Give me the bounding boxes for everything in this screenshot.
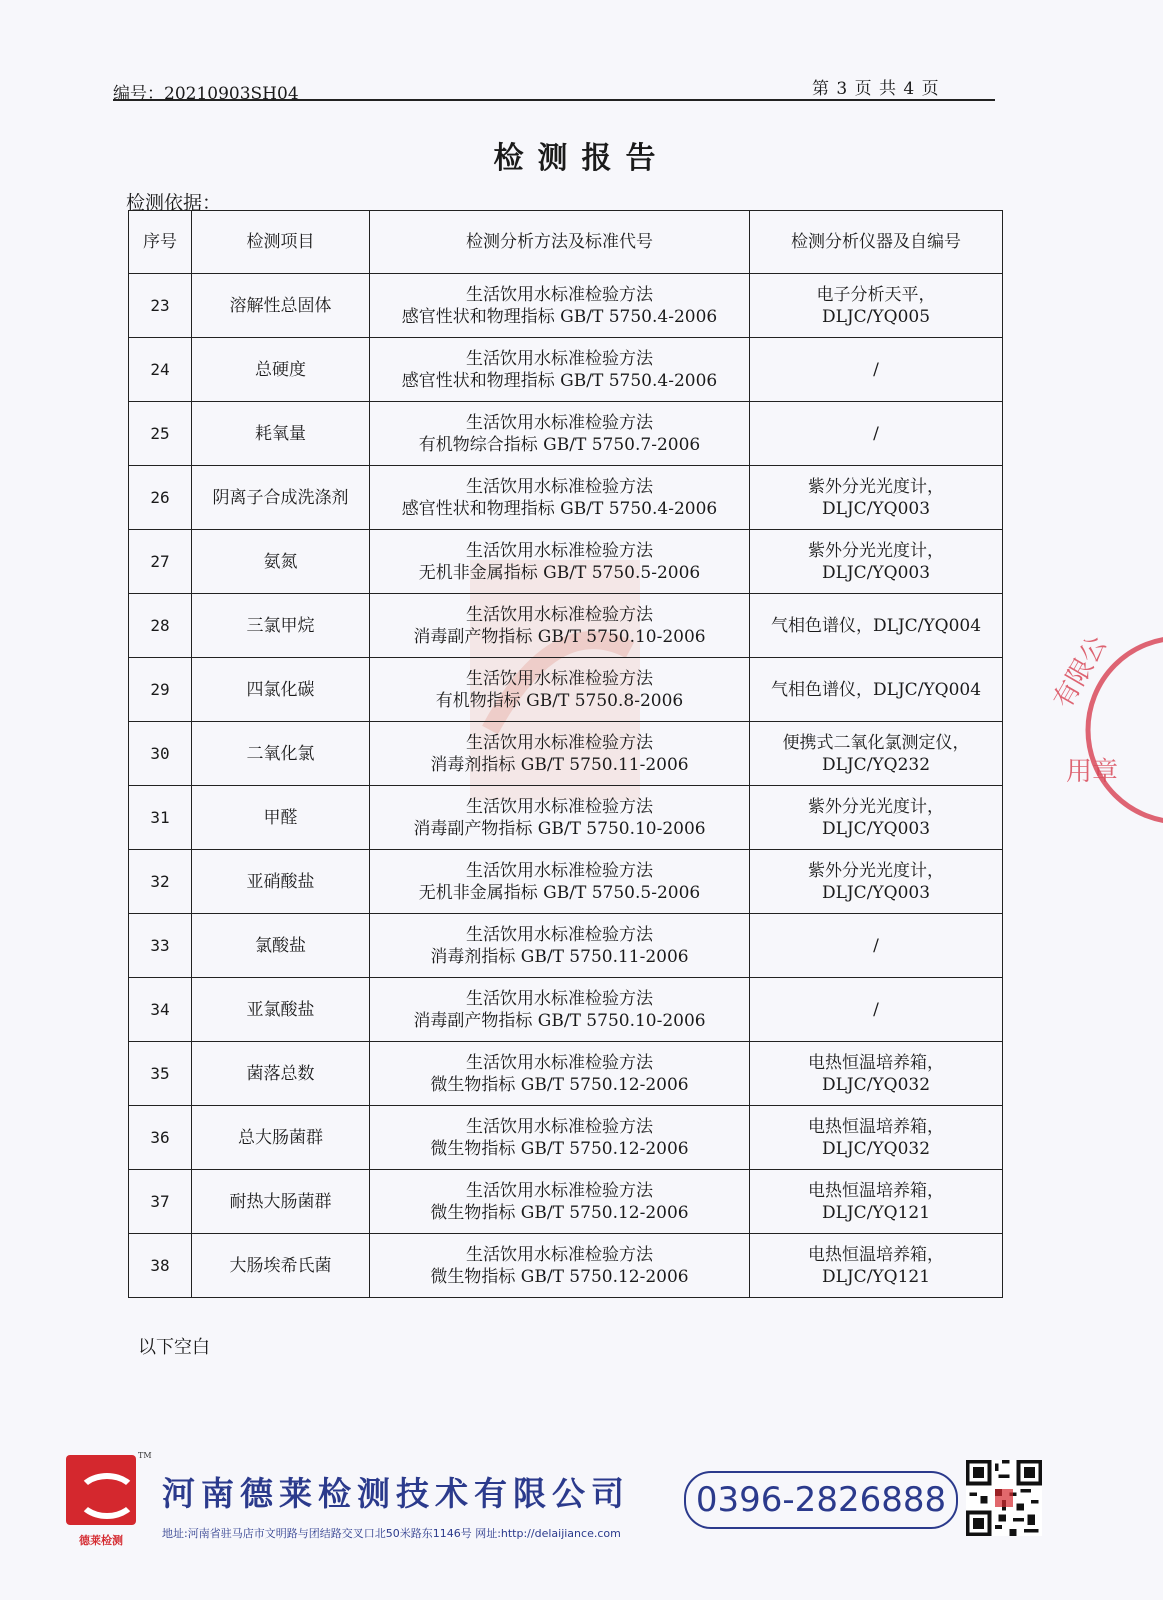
method-line-1: 生活饮用水标准检验方法	[466, 540, 653, 561]
trademark-mark: TM	[138, 1451, 152, 1460]
test-item: 氯酸盐	[192, 914, 370, 978]
method-line-2: 微生物指标 GB/T 5750.12-2006	[430, 1074, 689, 1095]
test-method	[370, 274, 750, 338]
table-row	[129, 1170, 1003, 1234]
table-row	[129, 786, 1003, 850]
logo-mark	[66, 1455, 136, 1525]
row-number: 27	[129, 530, 192, 594]
table-row	[129, 594, 1003, 658]
row-number: 23	[129, 274, 192, 338]
test-instrument	[750, 786, 1003, 850]
test-item: 耗氧量	[192, 402, 370, 466]
method-line-1: 生活饮用水标准检验方法	[466, 1180, 653, 1201]
test-instrument	[750, 530, 1003, 594]
row-number: 25	[129, 402, 192, 466]
instrument-line-1: 电热恒温培养箱，	[808, 1180, 944, 1201]
row-number: 26	[129, 466, 192, 530]
test-item: 氨氮	[192, 530, 370, 594]
column-header: 检测项目	[192, 211, 370, 274]
instrument-line-1: /	[873, 359, 879, 380]
logo-caption: 德莱检测	[79, 1534, 123, 1547]
method-line-2: 有机物指标 GB/T 5750.8-2006	[435, 690, 684, 711]
test-method	[370, 722, 750, 786]
instrument-line-1: /	[873, 999, 879, 1020]
test-item: 四氯化碳	[192, 658, 370, 722]
test-method	[370, 1106, 750, 1170]
test-method	[370, 786, 750, 850]
column-header: 序号	[129, 211, 192, 274]
row-number: 32	[129, 850, 192, 914]
page-title: 检测报告	[493, 141, 670, 176]
test-item: 三氯甲烷	[192, 594, 370, 658]
table-row	[129, 722, 1003, 786]
header-rule	[113, 99, 995, 101]
method-line-2: 无机非金属指标 GB/T 5750.5-2006	[418, 882, 701, 903]
method-line-1: 生活饮用水标准检验方法	[466, 476, 653, 497]
test-item: 大肠埃希氏菌	[192, 1234, 370, 1298]
test-method	[370, 1170, 750, 1234]
table-row	[129, 1234, 1003, 1298]
instrument-line-2: DLJC/YQ032	[821, 1074, 931, 1095]
instrument-line-2: DLJC/YQ121	[821, 1202, 931, 1223]
method-line-2: 微生物指标 GB/T 5750.12-2006	[430, 1202, 689, 1223]
row-number: 29	[129, 658, 192, 722]
instrument-line-1: /	[873, 935, 879, 956]
method-line-2: 消毒剂指标 GB/T 5750.11-2006	[430, 946, 689, 967]
instrument-line-1: 便携式二氧化氯测定仪，	[782, 732, 970, 753]
row-number: 30	[129, 722, 192, 786]
test-item: 溶解性总固体	[192, 274, 370, 338]
basis-label: 检测依据：	[126, 192, 222, 214]
table-row	[129, 658, 1003, 722]
table-row	[129, 1106, 1003, 1170]
column-header: 检测分析方法及标准代号	[370, 211, 750, 274]
test-instrument	[750, 850, 1003, 914]
instrument-line-2: DLJC/YQ121	[821, 1266, 931, 1287]
test-instrument	[750, 722, 1003, 786]
row-number: 31	[129, 786, 192, 850]
instrument-line-1: 电热恒温培养箱，	[808, 1052, 944, 1073]
instrument-line-1: 紫外分光光度计，	[808, 860, 944, 881]
test-instrument	[750, 914, 1003, 978]
test-instrument	[750, 978, 1003, 1042]
instrument-line-1: 紫外分光光度计，	[808, 796, 944, 817]
column-header: 检测分析仪器及自编号	[750, 211, 1003, 274]
row-number: 28	[129, 594, 192, 658]
method-line-2: 感官性状和物理指标 GB/T 5750.4-2006	[401, 498, 718, 519]
test-item: 耐热大肠菌群	[192, 1170, 370, 1234]
method-line-2: 消毒副产物指标 GB/T 5750.10-2006	[413, 818, 706, 839]
method-line-1: 生活饮用水标准检验方法	[466, 796, 653, 817]
method-line-2: 消毒副产物指标 GB/T 5750.10-2006	[413, 1010, 706, 1031]
row-number: 36	[129, 1106, 192, 1170]
method-line-2: 消毒副产物指标 GB/T 5750.10-2006	[413, 626, 706, 647]
test-method	[370, 466, 750, 530]
svg-text:有限公: 有限公	[1048, 630, 1114, 714]
company-phone: 0396-2826888	[684, 1471, 958, 1529]
test-instrument	[750, 1106, 1003, 1170]
instrument-line-2: DLJC/YQ003	[821, 562, 931, 583]
svg-text:用章: 用章	[1066, 757, 1119, 787]
method-line-2: 微生物指标 GB/T 5750.12-2006	[430, 1266, 689, 1287]
report-number: 编号：20210903SH04	[113, 84, 299, 104]
test-instrument	[750, 658, 1003, 722]
test-instrument	[750, 274, 1003, 338]
company-address: 地址:河南省驻马店市文明路与团结路交叉口北50米路东1146号 网址:http://delaijiance.com	[162, 1527, 621, 1540]
method-line-1: 生活饮用水标准检验方法	[466, 924, 653, 945]
row-number: 34	[129, 978, 192, 1042]
table-header-row	[129, 211, 1003, 274]
table-row	[129, 274, 1003, 338]
row-number: 33	[129, 914, 192, 978]
row-number: 24	[129, 338, 192, 402]
table-row	[129, 338, 1003, 402]
instrument-line-2: DLJC/YQ232	[821, 754, 931, 775]
method-line-2: 感官性状和物理指标 GB/T 5750.4-2006	[401, 306, 718, 327]
test-item: 菌落总数	[192, 1042, 370, 1106]
method-line-1: 生活饮用水标准检验方法	[466, 732, 653, 753]
test-item: 阴离子合成洗涤剂	[192, 466, 370, 530]
instrument-line-2: DLJC/YQ003	[821, 882, 931, 903]
test-method	[370, 594, 750, 658]
test-method	[370, 1234, 750, 1298]
method-line-2: 微生物指标 GB/T 5750.12-2006	[430, 1138, 689, 1159]
instrument-line-2: DLJC/YQ032	[821, 1138, 931, 1159]
method-line-1: 生活饮用水标准检验方法	[466, 412, 653, 433]
test-method	[370, 402, 750, 466]
test-method	[370, 658, 750, 722]
test-basis-table	[128, 210, 1003, 1298]
method-line-2: 感官性状和物理指标 GB/T 5750.4-2006	[401, 370, 718, 391]
row-number: 35	[129, 1042, 192, 1106]
page-info: 第 3 页 共 4 页	[812, 79, 940, 99]
table-row	[129, 914, 1003, 978]
instrument-line-1: 紫外分光光度计，	[808, 540, 944, 561]
method-line-1: 生活饮用水标准检验方法	[466, 1116, 653, 1137]
test-item: 总硬度	[192, 338, 370, 402]
test-instrument	[750, 594, 1003, 658]
instrument-line-2: DLJC/YQ003	[821, 498, 931, 519]
method-line-1: 生活饮用水标准检验方法	[466, 1244, 653, 1265]
method-line-1: 生活饮用水标准检验方法	[466, 860, 653, 881]
row-number: 37	[129, 1170, 192, 1234]
instrument-line-1: 紫外分光光度计，	[808, 476, 944, 497]
instrument-line-1: 电热恒温培养箱，	[808, 1116, 944, 1137]
blank-below-note: 以下空白	[138, 1337, 210, 1358]
table-row	[129, 1042, 1003, 1106]
instrument-line-2: DLJC/YQ005	[821, 306, 931, 327]
test-method	[370, 978, 750, 1042]
qr-code	[966, 1460, 1042, 1536]
method-line-1: 生活饮用水标准检验方法	[466, 1052, 653, 1073]
test-method	[370, 530, 750, 594]
method-line-1: 生活饮用水标准检验方法	[466, 668, 653, 689]
instrument-line-1: 电子分析天平，	[816, 284, 936, 305]
instrument-line-2: DLJC/YQ003	[821, 818, 931, 839]
method-line-1: 生活饮用水标准检验方法	[466, 348, 653, 369]
test-item: 亚硝酸盐	[192, 850, 370, 914]
test-item: 总大肠菌群	[192, 1106, 370, 1170]
test-instrument	[750, 466, 1003, 530]
test-item: 甲醛	[192, 786, 370, 850]
test-instrument	[750, 338, 1003, 402]
test-method	[370, 338, 750, 402]
company-name: 河南德莱检测技术有限公司	[162, 1474, 630, 1513]
company-logo	[66, 1451, 152, 1555]
table-row	[129, 850, 1003, 914]
test-method	[370, 914, 750, 978]
row-number: 38	[129, 1234, 192, 1298]
test-instrument	[750, 402, 1003, 466]
table-row	[129, 530, 1003, 594]
method-line-2: 消毒剂指标 GB/T 5750.11-2006	[430, 754, 689, 775]
instrument-line-1: 气相色谱仪，DLJC/YQ004	[770, 615, 982, 636]
test-method	[370, 850, 750, 914]
test-instrument	[750, 1042, 1003, 1106]
method-line-1: 生活饮用水标准检验方法	[466, 988, 653, 1009]
method-line-2: 有机物综合指标 GB/T 5750.7-2006	[418, 434, 701, 455]
instrument-line-1: 电热恒温培养箱，	[808, 1244, 944, 1265]
test-item: 亚氯酸盐	[192, 978, 370, 1042]
table-row	[129, 978, 1003, 1042]
test-item: 二氧化氯	[192, 722, 370, 786]
method-line-1: 生活饮用水标准检验方法	[466, 284, 653, 305]
test-method	[370, 1042, 750, 1106]
method-line-2: 无机非金属指标 GB/T 5750.5-2006	[418, 562, 701, 583]
instrument-line-1: 气相色谱仪，DLJC/YQ004	[770, 679, 982, 700]
table-row	[129, 402, 1003, 466]
test-instrument	[750, 1234, 1003, 1298]
method-line-1: 生活饮用水标准检验方法	[466, 604, 653, 625]
logo-swirl-icon	[76, 1473, 138, 1519]
instrument-line-1: /	[873, 423, 879, 444]
company-seal	[1040, 630, 1163, 830]
test-instrument	[750, 1170, 1003, 1234]
table-row	[129, 466, 1003, 530]
